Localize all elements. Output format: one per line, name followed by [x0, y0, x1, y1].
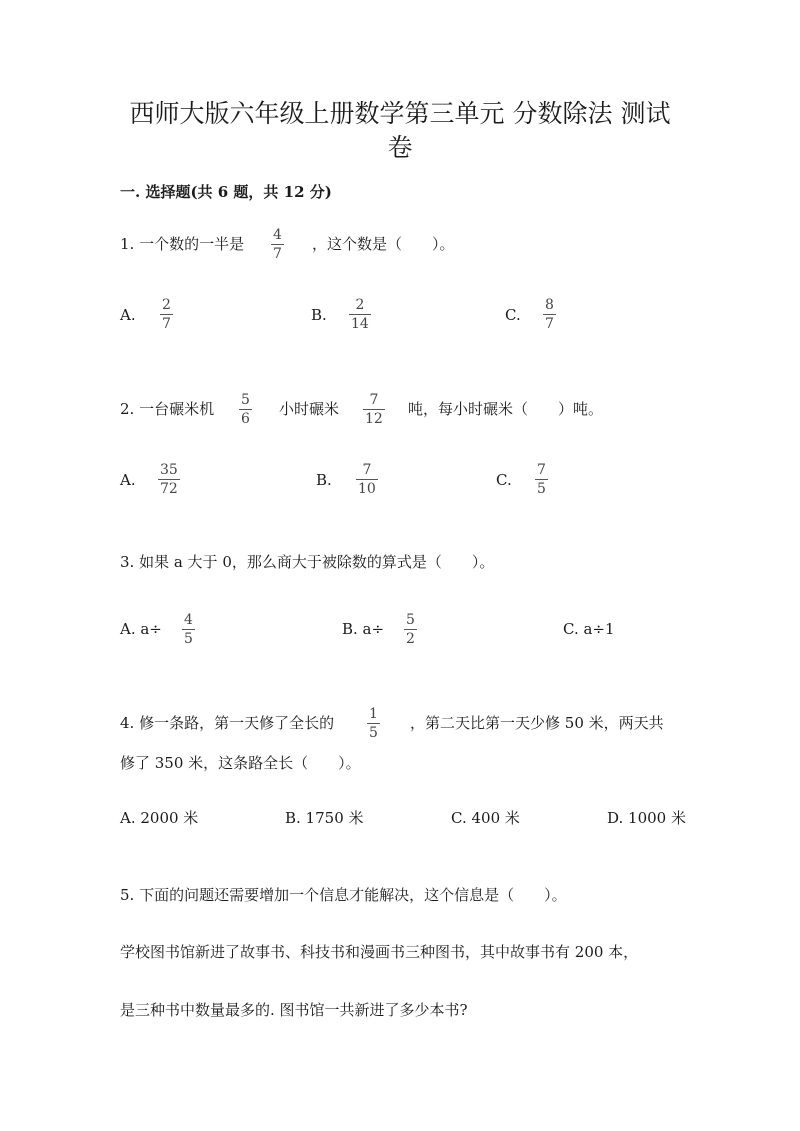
fraction-bar: [363, 409, 385, 410]
q2-option-c-label: C.: [496, 471, 512, 489]
q5-text-line2: 学校图书馆新进了故事书、科技书和漫画书三种图书，其中故事书有 200 本，: [120, 943, 639, 961]
q2-text-pre: 2. 一台碾米机: [120, 400, 215, 418]
q4-option-a: A. 2000 米: [120, 809, 199, 827]
fraction-num: 7: [537, 462, 546, 478]
q4-text-pre: 4. 修一条路，第一天修了全长的: [120, 714, 335, 732]
fraction-bar: [239, 409, 252, 410]
q4-text-post: ，第二天比第一天少修 50 米，两天共: [410, 714, 664, 732]
q3-option-b-fraction: [404, 612, 417, 647]
fraction-den: 7: [545, 316, 554, 332]
fraction-den: 7: [162, 316, 171, 332]
q4-fraction: [367, 706, 380, 741]
q1-option-b-fraction: [349, 297, 371, 332]
q1-option-c-label: C.: [505, 306, 521, 324]
q2-text-post: 吨，每小时碾米（ ）吨。: [408, 400, 604, 418]
fraction-den: 12: [365, 411, 383, 427]
fraction-bar: [535, 479, 548, 480]
fraction-num: 4: [184, 612, 193, 628]
page-title-line1: 西师大版六年级上册数学第三单元 分数除法 测试: [129, 99, 671, 128]
fraction-den: 72: [160, 481, 178, 497]
q3-option-b-label: B. a÷: [342, 620, 385, 638]
q1-option-c-fraction: [543, 297, 556, 332]
q2-option-a-label: A.: [120, 471, 136, 489]
q1-fraction-num: 4: [273, 227, 282, 243]
q2-option-c-fraction: [535, 462, 548, 497]
fraction-bar: [158, 479, 180, 480]
fraction-den: 14: [351, 316, 369, 332]
q4-option-d: D. 1000 米: [607, 809, 686, 827]
q1-fraction: [271, 227, 284, 262]
q2-option-b-fraction: [356, 462, 378, 497]
fraction-den: 2: [406, 631, 415, 647]
fraction-bar: [349, 314, 371, 315]
q2-fraction-1: [239, 392, 252, 427]
fraction-num: 2: [162, 297, 171, 313]
fraction-bar: [356, 479, 378, 480]
q3-option-c-label: C. a÷1: [563, 620, 615, 638]
q2-text-mid: 小时碾米: [279, 400, 340, 418]
fraction-num: 7: [362, 462, 372, 478]
q2-option-b-label: B.: [316, 471, 332, 489]
fraction-num: 5: [406, 612, 415, 628]
fraction-den: 6: [241, 411, 250, 427]
q1-text-pre: 1. 一个数的一半是: [120, 235, 245, 253]
fraction-den: 10: [358, 481, 376, 497]
q4-option-b: B. 1750 米: [285, 809, 364, 827]
q1-option-a-label: A.: [120, 306, 136, 324]
page-title-line2: 卷: [387, 133, 413, 162]
fraction-bar: [160, 314, 173, 315]
q2-fraction-2: [363, 392, 385, 427]
q3-option-a-label: A. a÷: [120, 620, 162, 638]
q5-text: 5. 下面的问题还需要增加一个信息才能解决，这个信息是（ ）。: [120, 886, 567, 904]
fraction-num: 5: [241, 392, 250, 408]
q1-option-b-label: B.: [311, 306, 327, 324]
fraction-bar: [182, 629, 195, 630]
fraction-num: 8: [545, 297, 554, 313]
q2-option-a-fraction: [158, 462, 180, 497]
fraction-den: 5: [537, 481, 546, 497]
fraction-den: 5: [369, 725, 378, 741]
q1-fraction-den: 7: [273, 246, 282, 262]
fraction-bar: [271, 244, 284, 245]
fraction-bar: [543, 314, 556, 315]
section-heading: 一. 选择题(共 6 题，共 12 分): [120, 183, 332, 201]
fraction-num: 7: [369, 392, 379, 408]
fraction-num: 1: [369, 706, 378, 722]
fraction-den: 5: [184, 631, 193, 647]
fraction-bar: [404, 629, 417, 630]
q4-option-c: C. 400 米: [451, 809, 520, 827]
q3-text: 3. 如果 a 大于 0，那么商大于被除数的算式是（ ）。: [120, 553, 495, 571]
q1-option-a-fraction: [160, 297, 173, 332]
q5-text-line3: 是三种书中数量最多的. 图书馆一共新进了多少本书?: [120, 1001, 468, 1019]
fraction-num: 35: [160, 462, 178, 478]
q1-text-post: ，这个数是（ ）。: [312, 235, 455, 253]
fraction-bar: [367, 723, 380, 724]
q4-text-line2: 修了 350 米，这条路全长（ ）。: [120, 754, 361, 772]
fraction-num: 2: [355, 297, 365, 313]
q3-option-a-fraction: [182, 612, 195, 647]
